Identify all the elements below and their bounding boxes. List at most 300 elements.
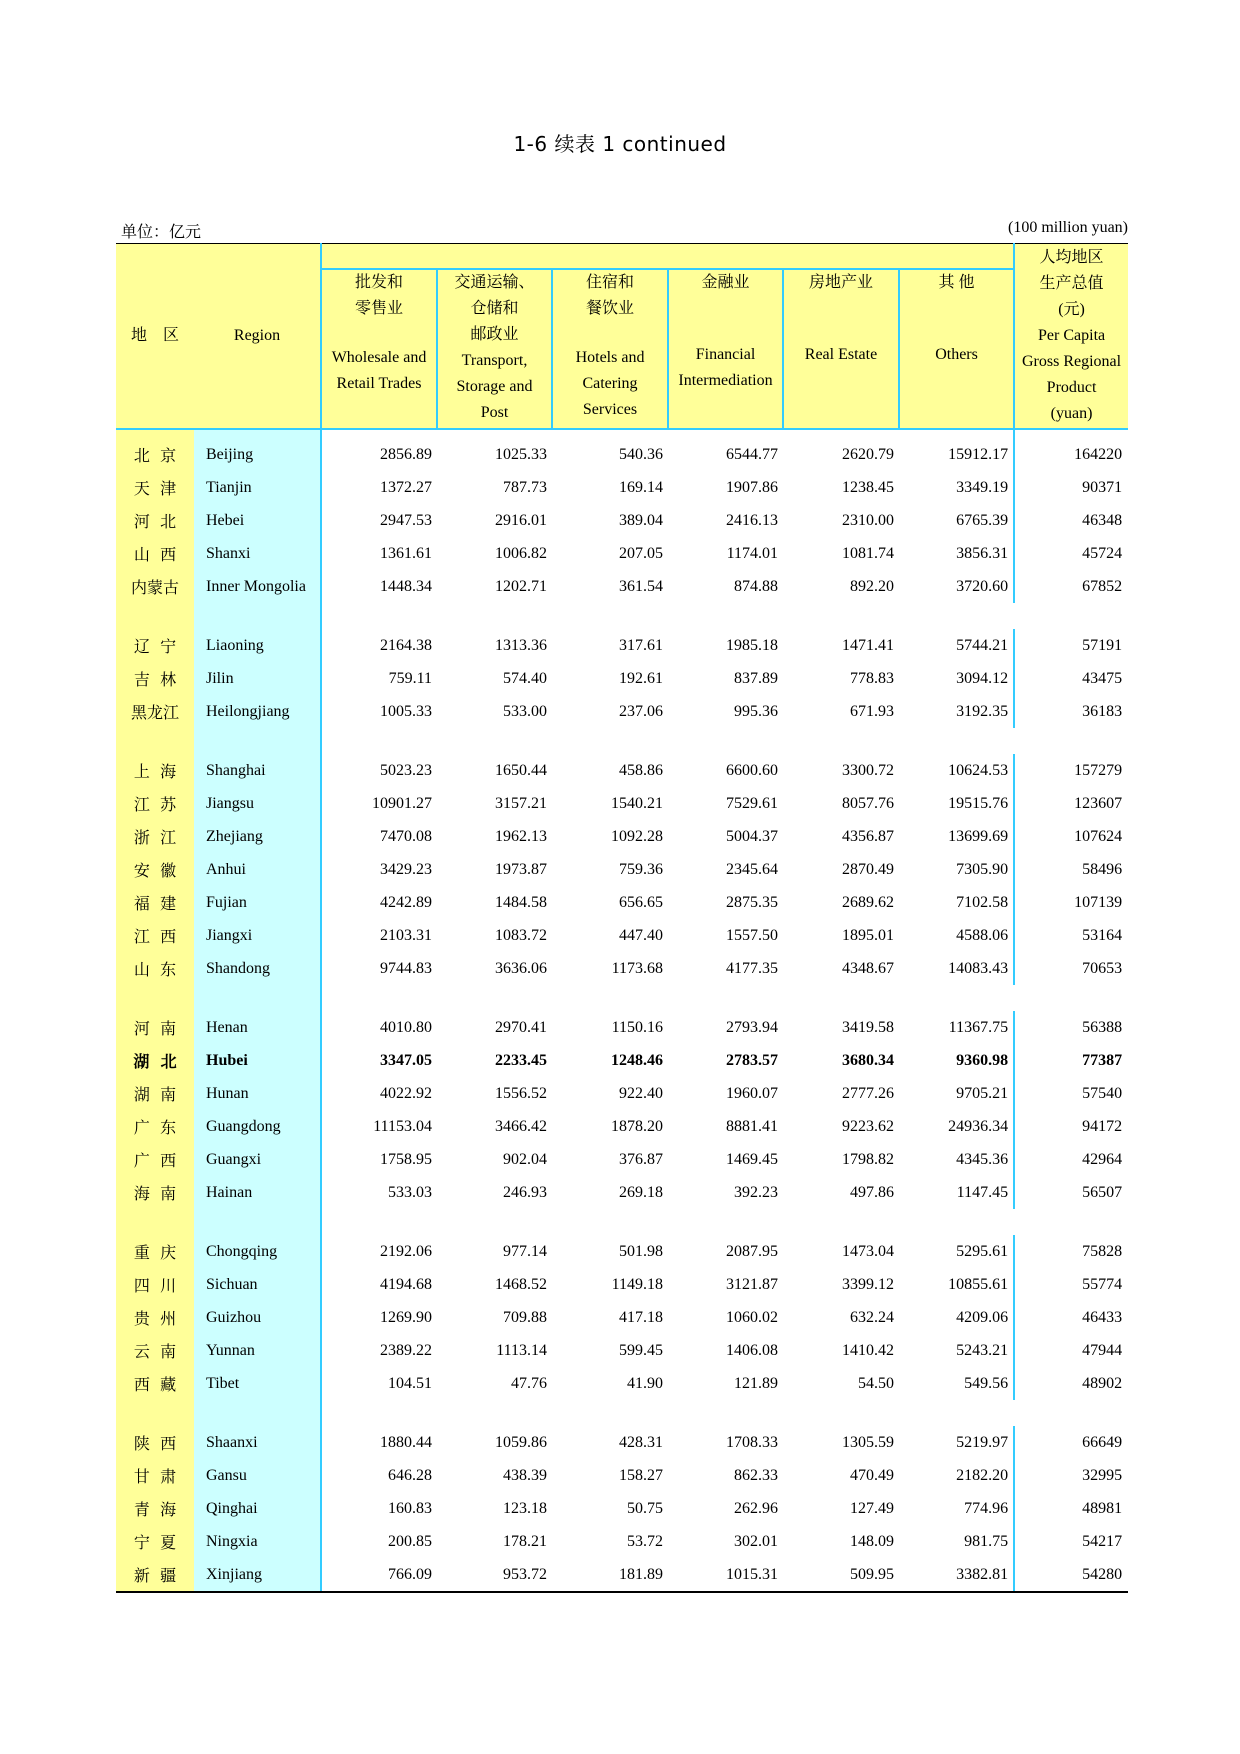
region-name-en: Liaoning [194, 629, 321, 662]
header-column [437, 269, 552, 429]
value-cell: 774.96 [964, 1499, 1009, 1517]
table-row [116, 504, 1128, 537]
value-cell: 4209.06 [956, 1308, 1009, 1326]
region-name-en: Heilongjiang [194, 695, 321, 728]
value-cell: 874.88 [734, 577, 778, 595]
value-cell: 9744.83 [321, 952, 437, 985]
spacer-cell [116, 603, 194, 629]
value-cell: 2310.00 [842, 511, 894, 529]
value-cell: 1708.33 [726, 1433, 778, 1451]
region-name-en: Xinjiang [194, 1558, 321, 1592]
value-cell: 58496 [1014, 853, 1128, 886]
header-per-capita-cn-line: (元) [1058, 301, 1085, 318]
value-cell: 4588.06 [956, 926, 1009, 944]
value-cell: 54217 [1014, 1525, 1128, 1558]
value-cell: 19515.76 [948, 794, 1009, 812]
value-cell: 1238.45 [842, 478, 894, 496]
header-column-cn-line: 交通运输、 [454, 274, 535, 291]
value-cell: 15912.17 [948, 445, 1009, 463]
region-name-cn: 福 建 [116, 886, 194, 919]
value-cell: 6544.77 [726, 445, 778, 463]
value-cell: 121.89 [734, 1374, 778, 1392]
value-cell: 54.50 [858, 1374, 894, 1392]
header-column-cn-line [900, 296, 1013, 319]
value-cell: 497.86 [850, 1183, 894, 1201]
region-name-cn: 河 北 [116, 504, 194, 537]
value-cell: 1758.95 [321, 1143, 437, 1176]
value-cell: 1248.46 [611, 1051, 663, 1069]
table-row [116, 787, 1128, 820]
region-name-cn: 湖 南 [116, 1077, 194, 1110]
value-cell: 5243.21 [956, 1341, 1009, 1359]
region-name-cn: 浙 江 [116, 820, 194, 853]
value-cell: 1006.82 [495, 544, 547, 562]
table-row [116, 695, 1128, 728]
value-cell: 5004.37 [726, 827, 778, 845]
table-row [116, 886, 1128, 919]
value-cell: 1410.42 [842, 1341, 894, 1359]
table-row [116, 1459, 1128, 1492]
header-per-capita-en-line: Product [1046, 379, 1097, 396]
value-cell: 2875.35 [726, 893, 778, 911]
value-cell: 2856.89 [321, 429, 437, 471]
value-cell: 14083.43 [948, 959, 1009, 977]
region-name-cn: 辽 宁 [116, 629, 194, 662]
value-cell: 53164 [1014, 919, 1128, 952]
value-cell: 169.14 [619, 478, 663, 496]
region-name-en: Hunan [194, 1077, 321, 1110]
value-cell: 533.03 [321, 1176, 437, 1209]
region-name-cn: 山 东 [116, 952, 194, 985]
value-cell: 981.75 [964, 1532, 1009, 1550]
value-cell: 3429.23 [321, 853, 437, 886]
value-cell: 7470.08 [321, 820, 437, 853]
region-name-en: Chongqing [194, 1235, 321, 1268]
header-column-cn-line: 金融业 [701, 274, 750, 291]
spacer-cell [194, 603, 321, 629]
header-region-en: Region [194, 244, 321, 430]
value-cell: 3094.12 [956, 669, 1009, 687]
value-cell: 447.40 [619, 926, 663, 944]
value-cell: 3399.12 [842, 1275, 894, 1293]
header-column-cn-line: 住宿和 [585, 274, 634, 291]
value-cell: 46433 [1014, 1301, 1128, 1334]
header-column-cn-line: 零售业 [354, 300, 403, 317]
region-name-en: Guangdong [194, 1110, 321, 1143]
value-cell: 1113.14 [496, 1341, 547, 1359]
region-name-cn: 吉 林 [116, 662, 194, 695]
spacer-cell [116, 985, 194, 1011]
value-cell: 90371 [1014, 471, 1128, 504]
value-cell: 8057.76 [842, 794, 894, 812]
value-cell: 104.51 [321, 1367, 437, 1400]
value-cell: 837.89 [734, 669, 778, 687]
value-cell: 269.18 [619, 1183, 663, 1201]
value-cell: 574.40 [503, 669, 547, 687]
value-cell: 671.93 [850, 702, 894, 720]
value-cell: 787.73 [503, 478, 547, 496]
header-column-en-line: Retail Trades [336, 375, 422, 392]
value-cell: 995.36 [734, 702, 778, 720]
header-column-en-line: Services [582, 401, 638, 418]
value-cell: 1798.82 [842, 1150, 894, 1168]
value-cell: 160.83 [321, 1492, 437, 1525]
region-name-cn: 甘 肃 [116, 1459, 194, 1492]
value-cell: 1305.59 [842, 1433, 894, 1451]
region-name-cn: 新 疆 [116, 1558, 194, 1592]
table-row [116, 662, 1128, 695]
header-column-cn-line [553, 322, 667, 345]
value-cell: 2947.53 [321, 504, 437, 537]
value-cell: 1962.13 [495, 827, 547, 845]
value-cell: 2345.64 [726, 860, 778, 878]
value-cell: 2164.38 [321, 629, 437, 662]
value-cell: 7102.58 [956, 893, 1009, 911]
region-name-en: Guangxi [194, 1143, 321, 1176]
value-cell: 778.83 [850, 669, 894, 687]
header-region-cn: 地 区 [116, 244, 194, 430]
table-row [116, 919, 1128, 952]
value-cell: 540.36 [619, 445, 663, 463]
value-cell: 164220 [1014, 429, 1128, 471]
value-cell: 9705.21 [956, 1084, 1009, 1102]
value-cell: 11153.04 [321, 1110, 437, 1143]
value-cell: 1878.20 [611, 1117, 663, 1135]
table-row [116, 1143, 1128, 1176]
header-column-en-line: Others [935, 346, 978, 363]
header-column-en-line: Real Estate [804, 346, 878, 363]
spacer-cell [194, 985, 321, 1011]
value-cell: 317.61 [619, 636, 663, 654]
value-cell: 392.23 [734, 1183, 778, 1201]
value-cell: 53.72 [627, 1532, 663, 1550]
group-spacer-row [116, 985, 1128, 1011]
region-name-en: Shandong [194, 952, 321, 985]
value-cell: 1985.18 [726, 636, 778, 654]
value-cell: 42964 [1014, 1143, 1128, 1176]
value-cell: 32995 [1014, 1459, 1128, 1492]
value-cell: 70653 [1014, 952, 1128, 985]
spacer-cell [194, 1400, 321, 1426]
value-cell: 428.31 [619, 1433, 663, 1451]
region-name-en: Qinghai [194, 1492, 321, 1525]
value-cell: 48902 [1014, 1367, 1128, 1400]
header-per-capita-cn-line: 生产总值 [1039, 275, 1104, 292]
header-column-cn-line: 餐饮业 [585, 300, 634, 317]
region-name-cn: 宁 夏 [116, 1525, 194, 1558]
table-row [116, 1110, 1128, 1143]
value-cell: 3382.81 [899, 1558, 1014, 1592]
value-cell: 148.09 [850, 1532, 894, 1550]
value-cell: 1960.07 [726, 1084, 778, 1102]
value-cell: 13699.69 [948, 827, 1009, 845]
value-cell: 8881.41 [726, 1117, 778, 1135]
value-cell: 47944 [1014, 1334, 1128, 1367]
value-cell: 4242.89 [321, 886, 437, 919]
region-name-en: Yunnan [194, 1334, 321, 1367]
value-cell: 237.06 [619, 702, 663, 720]
unit-label-cn: 单位：亿元 [121, 224, 202, 241]
value-cell: 2103.31 [321, 919, 437, 952]
table-row [116, 1492, 1128, 1525]
header-per-capita-en-line: Per Capita [1038, 327, 1106, 344]
header-per-capita [1014, 244, 1128, 430]
region-name-cn: 江 苏 [116, 787, 194, 820]
table-row [116, 1525, 1128, 1558]
header-column-cn-line: 其 他 [938, 274, 975, 291]
region-name-en: Anhui [194, 853, 321, 886]
value-cell: 10624.53 [948, 761, 1009, 779]
value-cell: 2233.45 [495, 1051, 547, 1069]
value-cell: 417.18 [619, 1308, 663, 1326]
table-row [116, 1301, 1128, 1334]
header-per-capita-en-line: Gross Regional [1022, 353, 1122, 370]
value-cell: 4345.36 [956, 1150, 1009, 1168]
table-row [116, 1011, 1128, 1044]
header-column-cn-line [322, 322, 436, 345]
value-cell: 200.85 [321, 1525, 437, 1558]
value-cell: 302.01 [734, 1532, 778, 1550]
spacer-cell [116, 1400, 194, 1426]
table-row [116, 853, 1128, 886]
header-column-en-line: Catering [582, 375, 638, 392]
value-cell: 5023.23 [321, 754, 437, 787]
value-cell: 9360.98 [956, 1051, 1009, 1069]
table-title: 1-6 续表 1 continued [513, 132, 727, 156]
header-column-cn-line: 邮政业 [470, 326, 519, 343]
table-row [116, 1426, 1128, 1459]
value-cell: 3636.06 [495, 959, 547, 977]
value-cell: 599.45 [619, 1341, 663, 1359]
region-name-cn: 内蒙古 [116, 570, 194, 603]
value-cell: 766.09 [321, 1558, 437, 1592]
value-cell: 3680.34 [842, 1051, 894, 1069]
table-row [116, 1558, 1128, 1592]
value-cell: 7305.90 [956, 860, 1009, 878]
region-name-cn: 安 徽 [116, 853, 194, 886]
table-row [116, 429, 1128, 471]
table-row [116, 629, 1128, 662]
region-name-cn: 西 藏 [116, 1367, 194, 1400]
header-column-cn-line [900, 319, 1013, 342]
value-cell: 1471.41 [842, 636, 894, 654]
header-column-cn-line [784, 319, 898, 342]
table-row [116, 1044, 1128, 1077]
value-cell: 2870.49 [842, 860, 894, 878]
value-cell: 2087.95 [726, 1242, 778, 1260]
value-cell: 3347.05 [321, 1044, 437, 1077]
value-cell: 3466.42 [495, 1117, 547, 1135]
value-cell: 2416.13 [726, 511, 778, 529]
value-cell: 55774 [1014, 1268, 1128, 1301]
value-cell: 6600.60 [726, 761, 778, 779]
value-cell: 4022.92 [321, 1077, 437, 1110]
value-cell: 75828 [1014, 1235, 1128, 1268]
value-cell: 94172 [1014, 1110, 1128, 1143]
region-name-cn: 广 东 [116, 1110, 194, 1143]
region-name-en: Jiangxi [194, 919, 321, 952]
value-cell: 2916.01 [495, 511, 547, 529]
value-cell: 1083.72 [495, 926, 547, 944]
region-name-cn: 河 南 [116, 1011, 194, 1044]
value-cell: 922.40 [619, 1084, 663, 1102]
spacer-cell [321, 728, 1128, 754]
table-row [116, 1077, 1128, 1110]
value-cell: 1880.44 [321, 1426, 437, 1459]
group-spacer-row [116, 1400, 1128, 1426]
header-column-en-line: Storage and [456, 378, 533, 395]
value-cell: 953.72 [437, 1558, 552, 1592]
value-cell: 376.87 [619, 1150, 663, 1168]
value-cell: 3192.35 [956, 702, 1009, 720]
value-cell: 67852 [1014, 570, 1128, 603]
region-name-en: Shanxi [194, 537, 321, 570]
value-cell: 2182.20 [956, 1466, 1009, 1484]
value-cell: 45724 [1014, 537, 1128, 570]
value-cell: 157279 [1014, 754, 1128, 787]
value-cell: 3856.31 [956, 544, 1009, 562]
value-cell: 10901.27 [321, 787, 437, 820]
table-row [116, 537, 1128, 570]
value-cell: 9223.62 [842, 1117, 894, 1135]
value-cell: 977.14 [503, 1242, 547, 1260]
value-cell: 759.36 [619, 860, 663, 878]
spacer-cell [194, 728, 321, 754]
region-name-en: Shanghai [194, 754, 321, 787]
region-name-en: Gansu [194, 1459, 321, 1492]
value-cell: 1149.18 [611, 1275, 663, 1293]
value-cell: 1005.33 [321, 695, 437, 728]
region-name-en: Beijing [194, 429, 321, 471]
spacer-cell [116, 728, 194, 754]
value-cell: 470.49 [850, 1466, 894, 1484]
value-cell: 509.95 [783, 1558, 899, 1592]
value-cell: 4177.35 [726, 959, 778, 977]
value-cell: 458.86 [619, 761, 663, 779]
header-column-cn-line [669, 319, 782, 342]
unit-label-en: (100 million yuan) [1008, 219, 1128, 236]
gdp-by-industry-table [116, 243, 1128, 1593]
value-cell: 5295.61 [956, 1242, 1009, 1260]
spacer-cell [321, 985, 1128, 1011]
header-band [321, 244, 1014, 270]
region-name-en: Sichuan [194, 1268, 321, 1301]
value-cell: 4356.87 [842, 827, 894, 845]
table-header [116, 244, 1128, 430]
region-name-en: Henan [194, 1011, 321, 1044]
value-cell: 2783.57 [726, 1051, 778, 1069]
header-column-en-line: Transport, [461, 352, 528, 369]
header-column-cn-line: 仓储和 [470, 300, 519, 317]
value-cell: 123.18 [503, 1499, 547, 1517]
header-column [668, 269, 783, 429]
region-name-cn: 黑龙江 [116, 695, 194, 728]
header-column-en-line: Intermediation [678, 372, 773, 389]
table-row [116, 1235, 1128, 1268]
region-name-en: Jilin [194, 662, 321, 695]
value-cell: 1650.44 [495, 761, 547, 779]
group-spacer-row [116, 728, 1128, 754]
value-cell: 77387 [1014, 1044, 1128, 1077]
value-cell: 759.11 [321, 662, 437, 695]
value-cell: 3720.60 [956, 577, 1009, 595]
value-cell: 1059.86 [495, 1433, 547, 1451]
value-cell: 10855.61 [948, 1275, 1009, 1293]
value-cell: 3157.21 [495, 794, 547, 812]
value-cell: 56388 [1014, 1011, 1128, 1044]
value-cell: 2793.94 [726, 1018, 778, 1036]
value-cell: 1060.02 [726, 1308, 778, 1326]
value-cell: 1313.36 [495, 636, 547, 654]
value-cell: 1269.90 [321, 1301, 437, 1334]
value-cell: 50.75 [627, 1499, 663, 1517]
spacer-cell [321, 603, 1128, 629]
value-cell: 1484.58 [495, 893, 547, 911]
header-column [552, 269, 668, 429]
value-cell: 4348.67 [842, 959, 894, 977]
value-cell: 1015.31 [668, 1558, 783, 1592]
region-name-en: Inner Mongolia [194, 570, 321, 603]
value-cell: 533.00 [503, 702, 547, 720]
region-name-en: Zhejiang [194, 820, 321, 853]
value-cell: 4010.80 [321, 1011, 437, 1044]
header-column-cn-line [784, 296, 898, 319]
header-column-cn-line: 批发和 [354, 274, 403, 291]
value-cell: 1361.61 [321, 537, 437, 570]
value-cell: 36183 [1014, 695, 1128, 728]
value-cell: 158.27 [619, 1466, 663, 1484]
value-cell: 892.20 [850, 577, 894, 595]
value-cell: 54280 [1014, 1558, 1128, 1592]
table-row [116, 1268, 1128, 1301]
table-body [116, 429, 1128, 1592]
table-row [116, 1367, 1128, 1400]
value-cell: 178.21 [503, 1532, 547, 1550]
region-name-en: Hebei [194, 504, 321, 537]
value-cell: 7529.61 [726, 794, 778, 812]
region-name-cn: 贵 州 [116, 1301, 194, 1334]
region-name-cn: 上 海 [116, 754, 194, 787]
value-cell: 3419.58 [842, 1018, 894, 1036]
value-cell: 1469.45 [726, 1150, 778, 1168]
value-cell: 2970.41 [495, 1018, 547, 1036]
spacer-cell [194, 1209, 321, 1235]
value-cell: 549.56 [964, 1374, 1009, 1392]
group-spacer-row [116, 1209, 1128, 1235]
region-name-en: Fujian [194, 886, 321, 919]
value-cell: 2777.26 [842, 1084, 894, 1102]
value-cell: 207.05 [619, 544, 663, 562]
value-cell: 709.88 [503, 1308, 547, 1326]
value-cell: 107139 [1014, 886, 1128, 919]
value-cell: 48981 [1014, 1492, 1128, 1525]
value-cell: 646.28 [321, 1459, 437, 1492]
value-cell: 3349.19 [956, 478, 1009, 496]
value-cell: 3300.72 [842, 761, 894, 779]
header-per-capita-cn-line: 人均地区 [1039, 249, 1104, 266]
table-row [116, 570, 1128, 603]
value-cell: 1150.16 [611, 1018, 663, 1036]
region-name-en: Ningxia [194, 1525, 321, 1558]
region-name-cn: 重 庆 [116, 1235, 194, 1268]
region-name-cn: 云 南 [116, 1334, 194, 1367]
value-cell: 632.24 [850, 1308, 894, 1326]
header-column-en-line: Post [480, 404, 509, 421]
value-cell: 2192.06 [321, 1235, 437, 1268]
value-cell: 1556.52 [495, 1084, 547, 1102]
value-cell: 1448.34 [321, 570, 437, 603]
value-cell: 6765.39 [956, 511, 1009, 529]
